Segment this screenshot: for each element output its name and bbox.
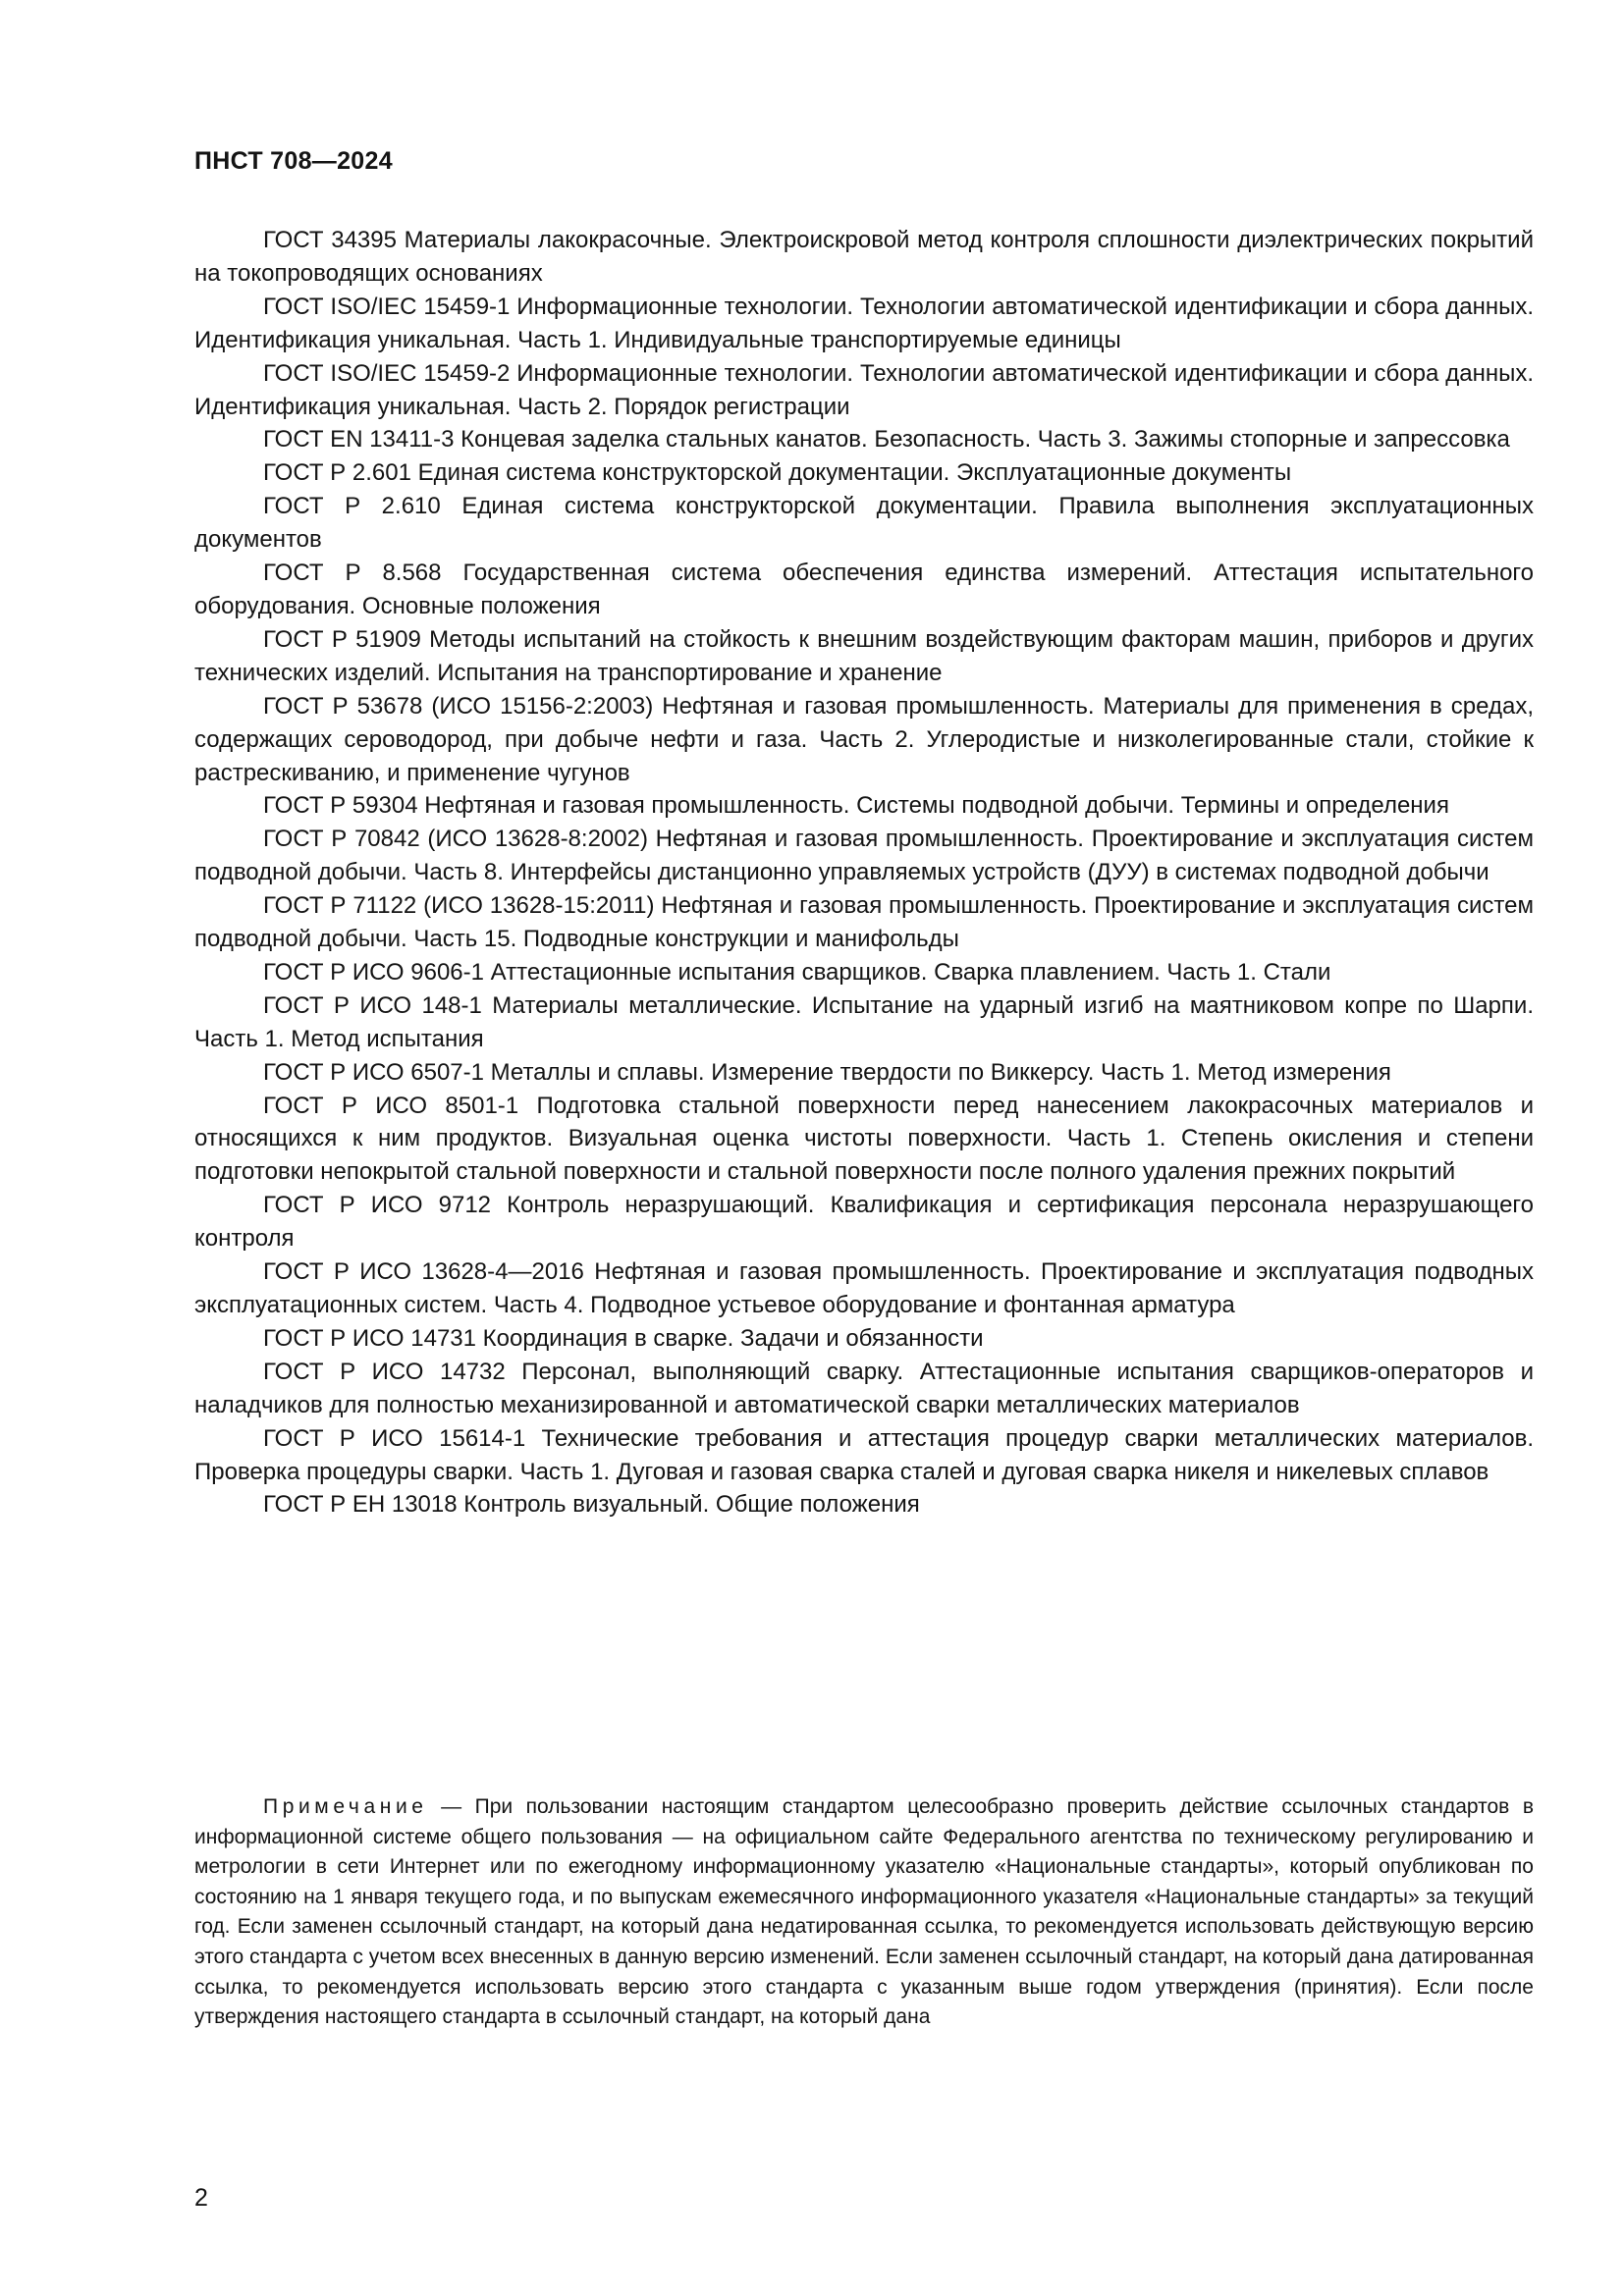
reference-entry: ГОСТ Р ЕН 13018 Контроль визуальный. Общие положения <box>263 1491 920 1519</box>
reference-entry: ГОСТ Р ИСО 9712 Контроль неразрушающий. Квалификация и сертификация персонала неразрушающего контроля <box>194 1192 1534 1253</box>
reference-entry: ГОСТ Р ИСО 13628-4—2016 Нефтяная и газовая промышленность. Проектирование и эксплуатация подводных эксплуатационных систем. Часть 4. Подводное устьевое оборудование и фонтанная арматура <box>194 1258 1534 1318</box>
reference-entry: ГОСТ Р ИСО 8501-1 Подготовка стальной поверхности перед нанесением лакокрасочных материалов и относящихся к ним продуктов. Визуальная оценка чистоты поверхности. Часть 1. Степень окисления и степени подготовки непокрытой стальной поверхности и стальной поверхности после полного удаления прежних покрытий <box>194 1092 1534 1186</box>
reference-entry: ГОСТ Р ИСО 14732 Персонал, выполняющий сварку. Аттестационные испытания сварщиков-операторов и наладчиков для полностью механизированной и автоматической сварки металлических материалов <box>194 1358 1534 1418</box>
reference-entry: ГОСТ 34395 Материалы лакокрасочные. Электроискровой метод контроля сплошности диэлектрических покрытий на токопроводящих основаниях <box>194 227 1534 287</box>
reference-entry: ГОСТ Р ИСО 6507-1 Металлы и сплавы. Измерение твердости по Виккерсу. Часть 1. Метод измерения <box>263 1058 1391 1086</box>
note-paragraph <box>194 1792 1534 2033</box>
document-code: ПНСТ 708—2024 <box>194 147 393 175</box>
reference-entry: ГОСТ Р 53678 (ИСО 15156-2:2003) Нефтяная и газовая промышленность. Материалы для применения в средах, содержащих сероводород, при добыче нефти и газа. Часть 2. Углеродистые и низколегированные стали, стойкие к растрескиванию, и применение чугунов <box>194 692 1534 786</box>
reference-entry: ГОСТ Р ИСО 9606-1 Аттестационные испытания сварщиков. Сварка плавлением. Часть 1. Стали <box>263 958 1331 986</box>
normative-references-list <box>194 224 1534 1522</box>
reference-entry: ГОСТ Р 59304 Нефтяная и газовая промышленность. Системы подводной добычи. Термины и определения <box>263 792 1449 820</box>
reference-entry: ГОСТ Р 8.568 Государственная система обеспечения единства измерений. Аттестация испытательного оборудования. Основные положения <box>194 560 1534 619</box>
reference-entry: ГОСТ Р ИСО 148-1 Материалы металлические. Испытание на ударный изгиб на маятниковом копре по Шарпи. Часть 1. Метод испытания <box>194 991 1534 1052</box>
reference-entry: ГОСТ Р 71122 (ИСО 13628-15:2011) Нефтяная и газовая промышленность. Проектирование и эксплуатация систем подводной добычи. Часть 15. Подводные конструкции и манифольды <box>194 892 1534 953</box>
reference-entry: ГОСТ Р ИСО 15614-1 Технические требования и аттестация процедур сварки металлических материалов. Проверка процедуры сварки. Часть 1. Дуговая и газовая сварка сталей и дуговая сварка никеля и никелевых сплавов <box>194 1424 1534 1485</box>
reference-entry: ГОСТ Р 2.610 Единая система конструкторской документации. Правила выполнения эксплуатационных документов <box>194 493 1534 554</box>
reference-entry: ГОСТ ISO/IEC 15459-2 Информационные технологии. Технологии автоматической идентификации и сбора данных. Идентификация уникальная. Часть 2. Порядок регистрации <box>194 359 1534 420</box>
reference-entry: ГОСТ Р ИСО 14731 Координация в сварке. Задачи и обязанности <box>263 1324 984 1352</box>
reference-entry: ГОСТ ISO/IEC 15459-1 Информационные технологии. Технологии автоматической идентификации и сбора данных. Идентификация уникальная. Часть 1. Индивидуальные транспортируемые единицы <box>194 293 1534 353</box>
note-label: Примечание <box>263 1795 428 1818</box>
reference-entry: ГОСТ EN 13411-3 Концевая заделка стальных канатов. Безопасность. Часть 3. Зажимы стопорные и запрессовка <box>263 426 1510 454</box>
note-text: — При пользовании настоящим стандартом целесообразно проверить действие ссылочных стандартов в информационной системе общего пользования — на официальном сайте Федерального агентства по техническому регулированию и метрологии в сети Интернет или по ежегодному информационному указателю «Национальные стандарты», который опубликован по состоянию на 1 января текущего года, и по выпускам ежемесячного информационного указателя «Национальные стандарты» за текущий год. Если заменен ссылочный стандарт, на который дана недатированная ссылка, то рекомендуется использовать действующую версию этого стандарта с учетом всех внесенных в данную версию изменений. Если заменен ссылочный стандарт, на который дана датированная ссылка, то рекомендуется использовать версию этого стандарта с указанным выше годом утверждения (принятия). Если после утверждения настоящего стандарта в ссылочный стандарт, на который дана <box>194 1795 1534 2029</box>
reference-entry: ГОСТ Р 2.601 Единая система конструкторской документации. Эксплуатационные документы <box>263 459 1292 487</box>
reference-entry: ГОСТ Р 70842 (ИСО 13628-8:2002) Нефтяная и газовая промышленность. Проектирование и эксплуатация систем подводной добычи. Часть 8. Интерфейсы дистанционно управляемых устройств (ДУУ) в системах подводной добычи <box>194 826 1534 886</box>
reference-entry: ГОСТ Р 51909 Методы испытаний на стойкость к внешним воздействующим факторам машин, приборов и других технических изделий. Испытания на транспортирование и хранение <box>194 625 1534 686</box>
page-number: 2 <box>194 2184 208 2212</box>
